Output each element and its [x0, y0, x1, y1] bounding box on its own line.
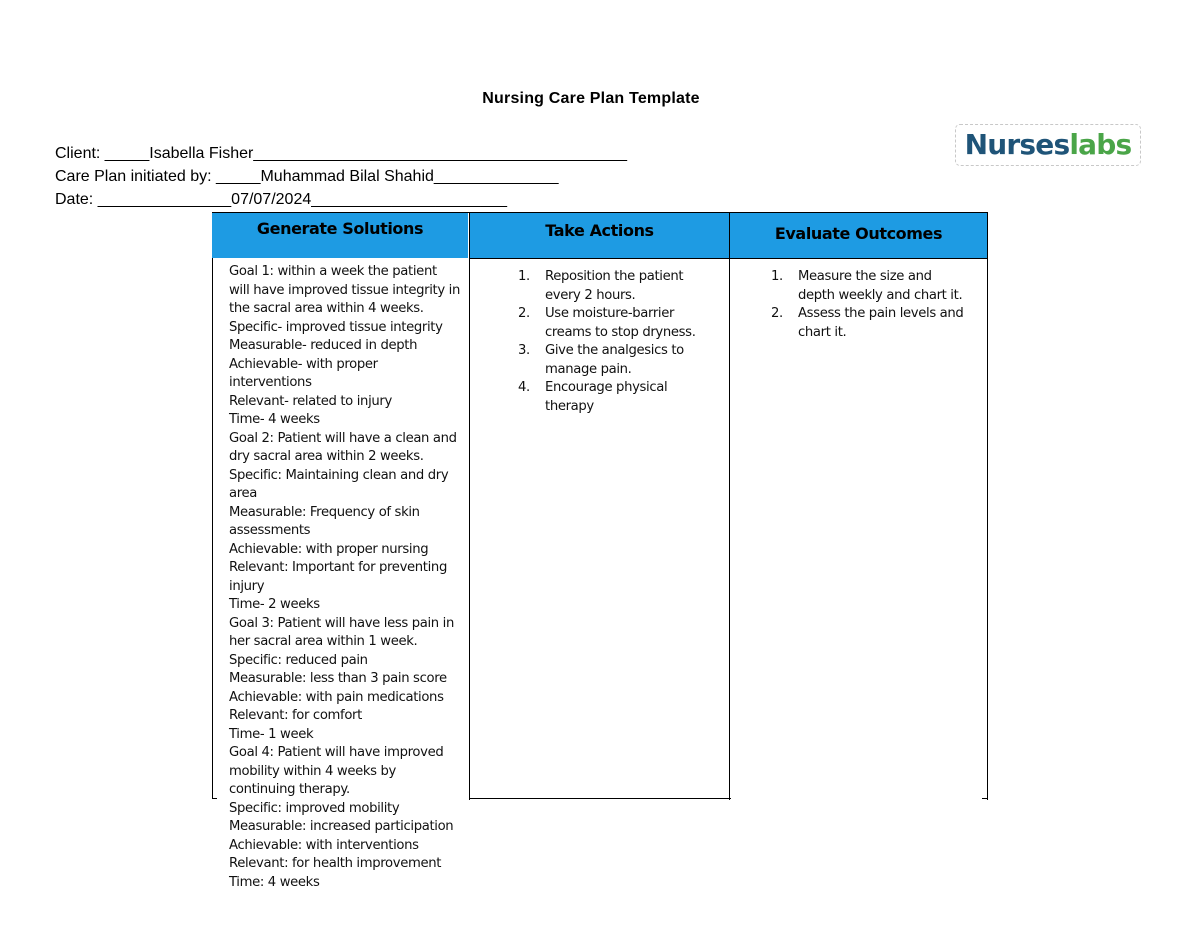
- table-left-border: [212, 258, 213, 799]
- generate-solutions-line: dry sacral area within 2 weeks.: [229, 449, 424, 464]
- generate-solutions-line: Goal 3: Patient will have less pain in: [229, 615, 454, 631]
- action-item-text: Reposition the patient: [545, 269, 684, 284]
- generate-solutions-line: Measurable: Frequency of skin: [229, 504, 420, 520]
- generate-solutions-line: will have improved tissue integrity in: [229, 282, 460, 298]
- right-bottom-tick: [982, 798, 988, 799]
- evaluate-outcomes-list: [767, 268, 982, 342]
- generate-solutions-line: Measurable: increased participation: [229, 819, 454, 834]
- header-take-actions-label: Take Actions: [545, 221, 654, 240]
- generate-solutions-line: interventions: [229, 375, 312, 390]
- action-item-text: manage pain.: [545, 361, 632, 377]
- outcome-item-text: Measure the size and: [798, 269, 932, 284]
- generate-solutions-cell: [229, 263, 460, 892]
- table-right-border: [987, 212, 988, 800]
- generate-solutions-line: Goal 2: Patient will have a clean and: [229, 430, 457, 446]
- date-line: Date: _______________07/07/2024______________________: [55, 191, 508, 208]
- generate-solutions-line: Specific: Maintaining clean and dry: [229, 467, 449, 483]
- action-item: [514, 305, 719, 342]
- generate-solutions-line: Goal 1: within a week the patient: [229, 264, 437, 279]
- action-item: [514, 342, 719, 379]
- generate-solutions-line: area: [229, 486, 258, 501]
- action-item: [514, 379, 719, 416]
- evaluate-outcomes-cell: [767, 268, 982, 342]
- logo-text-nurses: Nurses: [964, 128, 1070, 161]
- action-item-number: 4.: [518, 380, 530, 395]
- generate-solutions-line: Measurable: less than 3 pain score: [229, 671, 447, 686]
- action-item-text: Use moisture-barrier: [545, 306, 675, 321]
- generate-solutions-line: Achievable- with proper: [229, 356, 378, 372]
- action-item-number: 3.: [518, 343, 530, 358]
- outcome-item-text: chart it.: [798, 324, 847, 340]
- header-generate-solutions: [212, 213, 468, 258]
- column-divider-2: [729, 212, 730, 800]
- header-take-actions: [470, 213, 729, 258]
- generate-solutions-line: injury: [229, 578, 265, 594]
- generate-solutions-line: Specific- improved tissue integrity: [229, 319, 443, 335]
- logo-text-labs: labs: [1069, 128, 1132, 161]
- nurseslabs-logo: [955, 124, 1141, 166]
- outcome-item-number: 2.: [771, 306, 783, 321]
- action-item-text: creams to stop dryness.: [545, 324, 696, 340]
- header-evaluate-outcomes: [730, 213, 987, 258]
- generate-solutions-line: Relevant: for health improvement: [229, 856, 442, 871]
- generate-solutions-line: Time- 2 weeks: [229, 597, 320, 612]
- column-divider-1: [469, 212, 470, 800]
- action-item: [514, 268, 719, 305]
- generate-solutions-line: Time: 4 weeks: [229, 874, 320, 890]
- care-plan-initiated-line: Care Plan initiated by: _____Muhammad Bilal Shahid______________: [55, 168, 559, 185]
- generate-solutions-line: Achievable: with interventions: [229, 837, 419, 853]
- outcome-item-number: 1.: [771, 269, 783, 284]
- action-item-number: 2.: [518, 306, 530, 321]
- action-item-text: every 2 hours.: [545, 287, 636, 303]
- outcome-item: [767, 305, 982, 342]
- outcome-item-text: Assess the pain levels and: [798, 306, 964, 321]
- action-item-text: Encourage physical: [545, 380, 668, 395]
- take-actions-bottom-border: [469, 798, 731, 799]
- generate-solutions-line: Specific: reduced pain: [229, 652, 368, 668]
- page-title: Nursing Care Plan Template: [482, 90, 700, 107]
- action-item-text: Give the analgesics to: [545, 343, 684, 358]
- table-top-border: [212, 212, 988, 213]
- generate-solutions-line: Goal 4: Patient will have improved: [229, 745, 444, 760]
- generate-solutions-line: Measurable- reduced in depth: [229, 338, 418, 353]
- generate-solutions-line: Specific: improved mobility: [229, 800, 400, 816]
- generate-solutions-line: Time- 1 week: [229, 726, 314, 742]
- client-line: Client: _____Isabella Fisher__________________________________________: [55, 145, 628, 162]
- generate-solutions-line: Time- 4 weeks: [229, 412, 320, 427]
- action-item-number: 1.: [518, 269, 530, 284]
- generate-solutions-line: the sacral area within 4 weeks.: [229, 301, 424, 316]
- take-actions-cell: [514, 268, 719, 416]
- generate-solutions-line: Relevant: for comfort: [229, 708, 362, 723]
- action-item-text: therapy: [545, 398, 594, 414]
- generate-solutions-line: continuing therapy.: [229, 782, 350, 797]
- outcome-item-text: depth weekly and chart it.: [798, 287, 963, 303]
- header-generate-solutions-label: Generate Solutions: [256, 219, 424, 238]
- outcome-item: [767, 268, 982, 305]
- generate-solutions-line: assessments: [229, 523, 311, 538]
- generate-solutions-line: Achievable: with proper nursing: [229, 541, 429, 557]
- left-bottom-tick: [212, 798, 217, 799]
- generate-solutions-line: Achievable: with pain medications: [229, 689, 444, 705]
- generate-solutions-line: Relevant- related to injury: [229, 393, 392, 409]
- generate-solutions-line: Relevant: Important for preventing: [229, 560, 447, 575]
- generate-solutions-line: her sacral area within 1 week.: [229, 634, 418, 649]
- generate-solutions-line: mobility within 4 weeks by: [229, 763, 397, 779]
- take-actions-list: [514, 268, 719, 416]
- header-evaluate-outcomes-label: Evaluate Outcomes: [774, 224, 943, 243]
